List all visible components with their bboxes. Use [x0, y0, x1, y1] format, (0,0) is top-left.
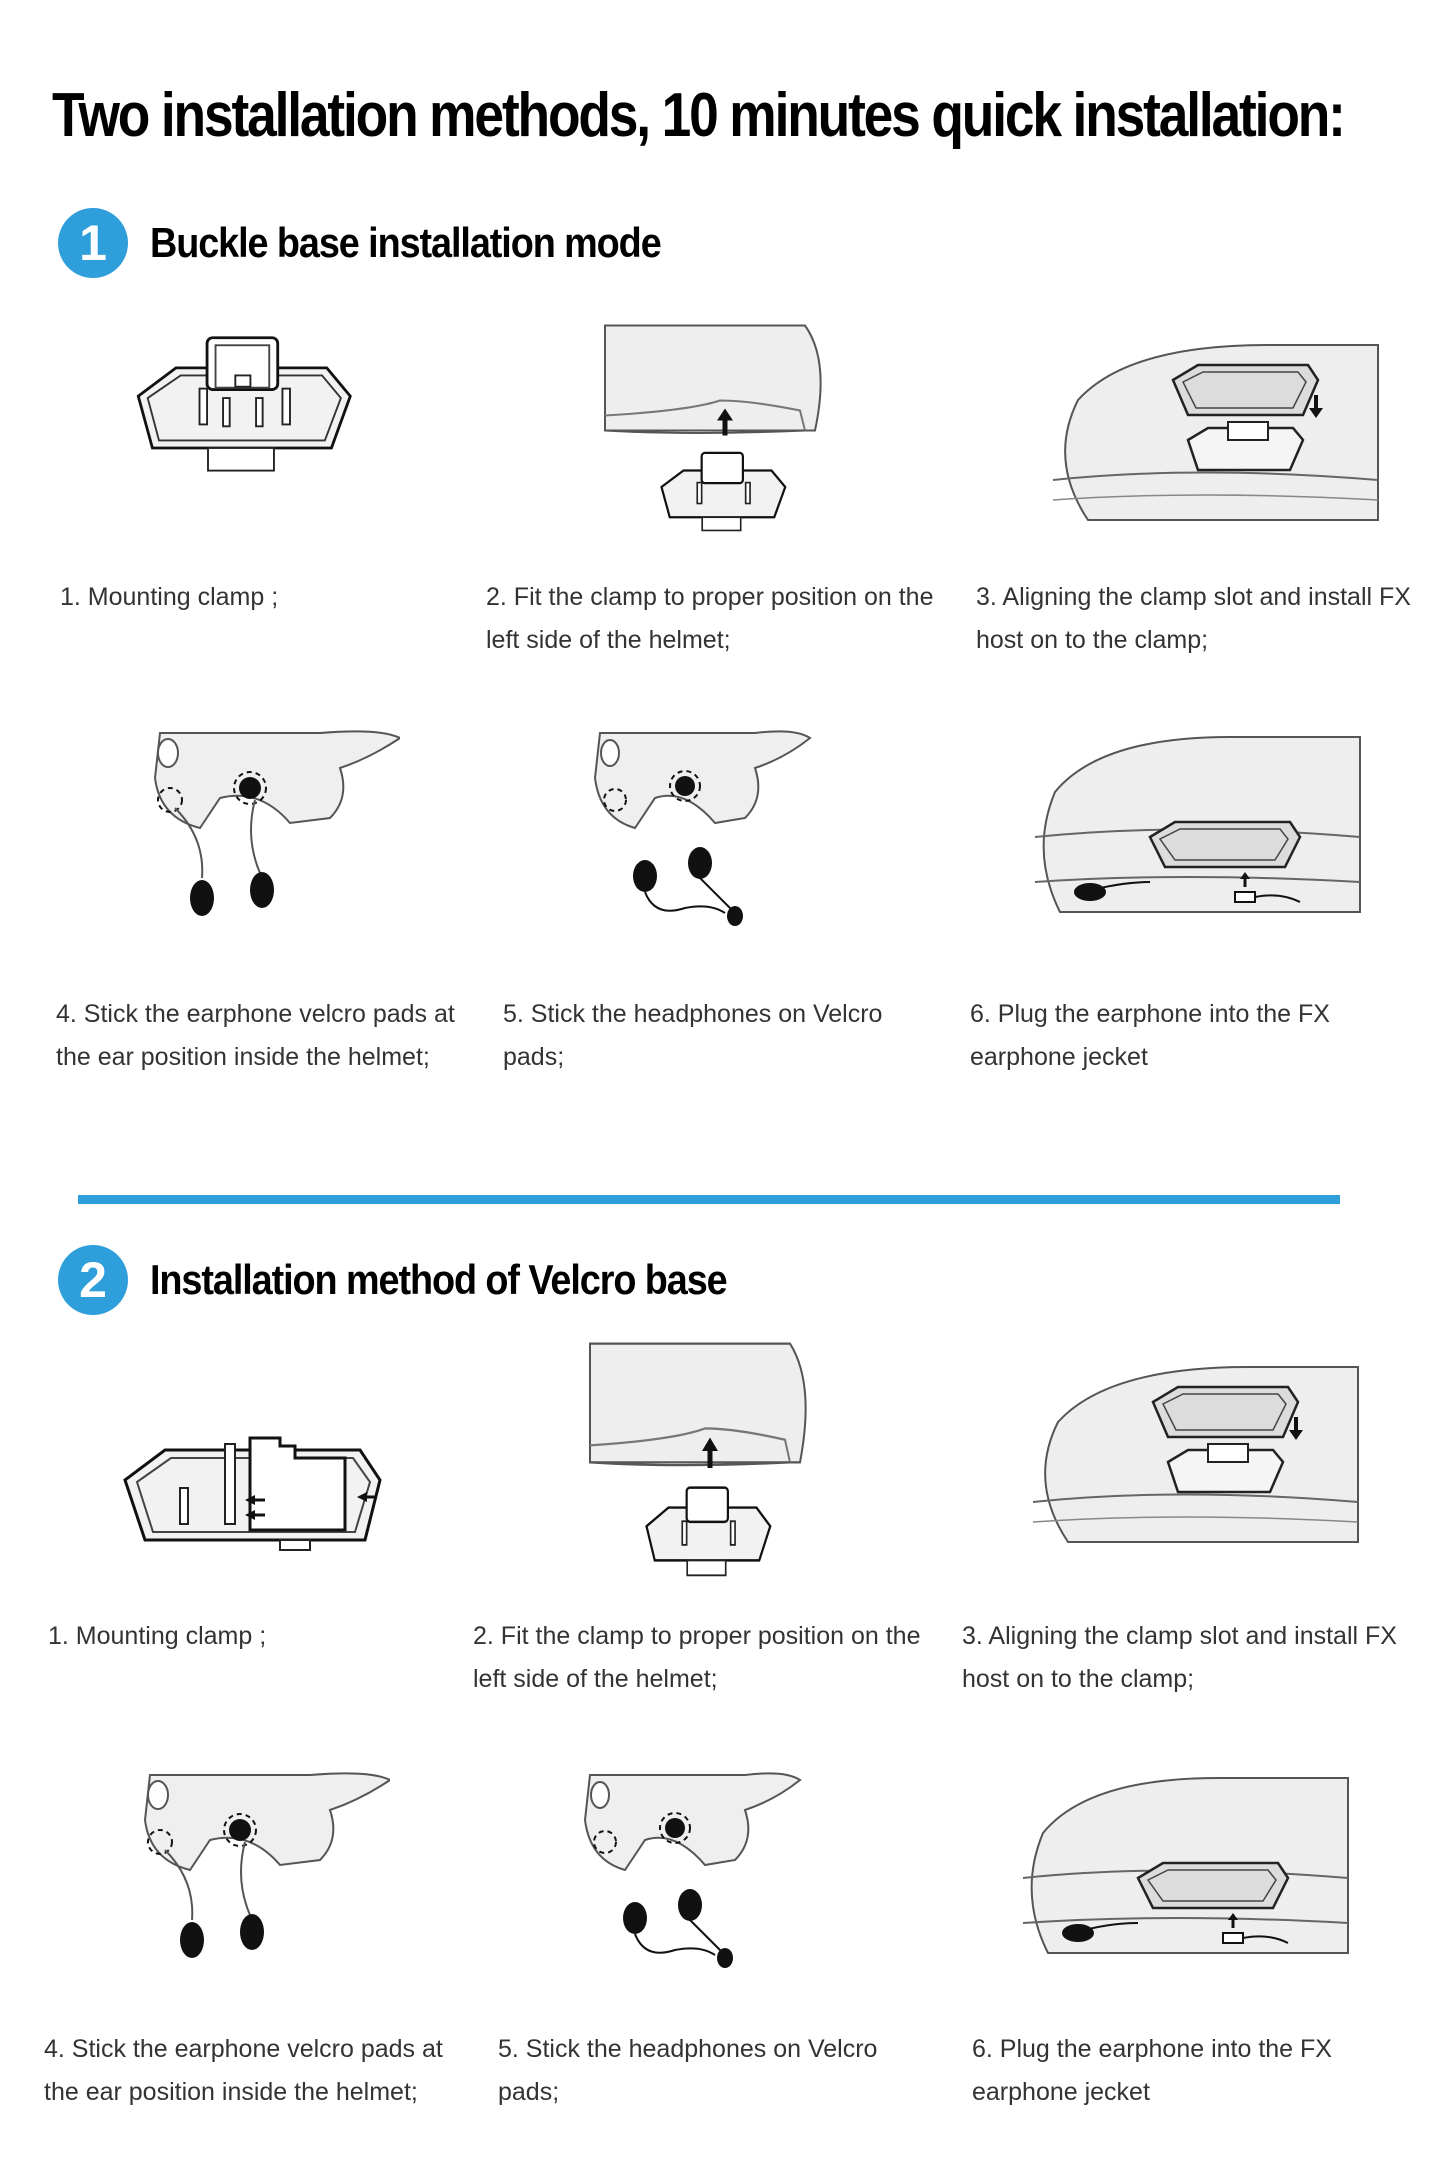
headphones-on-pads-illustration	[585, 728, 815, 938]
headphones-on-pads-illustration	[575, 1770, 805, 1980]
step-number-badge: 2	[58, 1245, 128, 1315]
step-caption: 6. Plug the earphone into the FX earphone jecket	[972, 2035, 1332, 2106]
section-2-header	[58, 1245, 791, 1315]
mounting-clamp-illustration	[110, 325, 355, 505]
section-divider	[78, 1195, 1340, 1204]
step-caption: 2. Fit the clamp to proper position on the left side of the helmet;	[486, 583, 934, 654]
helmet-clamp-fit-illustration	[585, 1338, 815, 1598]
helmet-host-install-illustration	[1048, 340, 1388, 530]
step-caption: 5. Stick the headphones on Velcro pads;	[498, 2035, 878, 2106]
section-1-header	[58, 208, 717, 278]
velcro-pads-illustration	[140, 728, 400, 928]
step-caption: 6. Plug the earphone into the FX earphone jecket	[970, 1000, 1330, 1071]
plug-earphone-illustration	[1018, 1773, 1358, 1963]
step-caption: 1. Mounting clamp ;	[48, 1622, 267, 1650]
plug-earphone-illustration	[1030, 732, 1370, 922]
section-title: Buckle base installation mode	[150, 219, 661, 266]
step-caption: 3. Aligning the clamp slot and install FX host on to the clamp;	[962, 1622, 1397, 1693]
velcro-pads-illustration	[130, 1770, 390, 1970]
velcro-mounting-clamp-illustration	[105, 1400, 385, 1590]
step-caption: 3. Aligning the clamp slot and install FX host on to the clamp;	[976, 583, 1411, 654]
page-title: Two installation methods, 10 minutes quick installation:	[52, 81, 1344, 150]
step-caption: 4. Stick the earphone velcro pads at the ear position inside the helmet;	[56, 1000, 455, 1071]
step-caption: 1. Mounting clamp ;	[60, 583, 279, 611]
helmet-clamp-fit-illustration	[600, 318, 830, 553]
step-caption: 4. Stick the earphone velcro pads at the ear position inside the helmet;	[44, 2035, 443, 2106]
step-number-badge: 1	[58, 208, 128, 278]
helmet-host-install-illustration	[1028, 1362, 1368, 1552]
section-title: Installation method of Velcro base	[150, 1256, 727, 1303]
step-caption: 5. Stick the headphones on Velcro pads;	[503, 1000, 883, 1071]
step-caption: 2. Fit the clamp to proper position on the left side of the helmet;	[473, 1622, 921, 1693]
